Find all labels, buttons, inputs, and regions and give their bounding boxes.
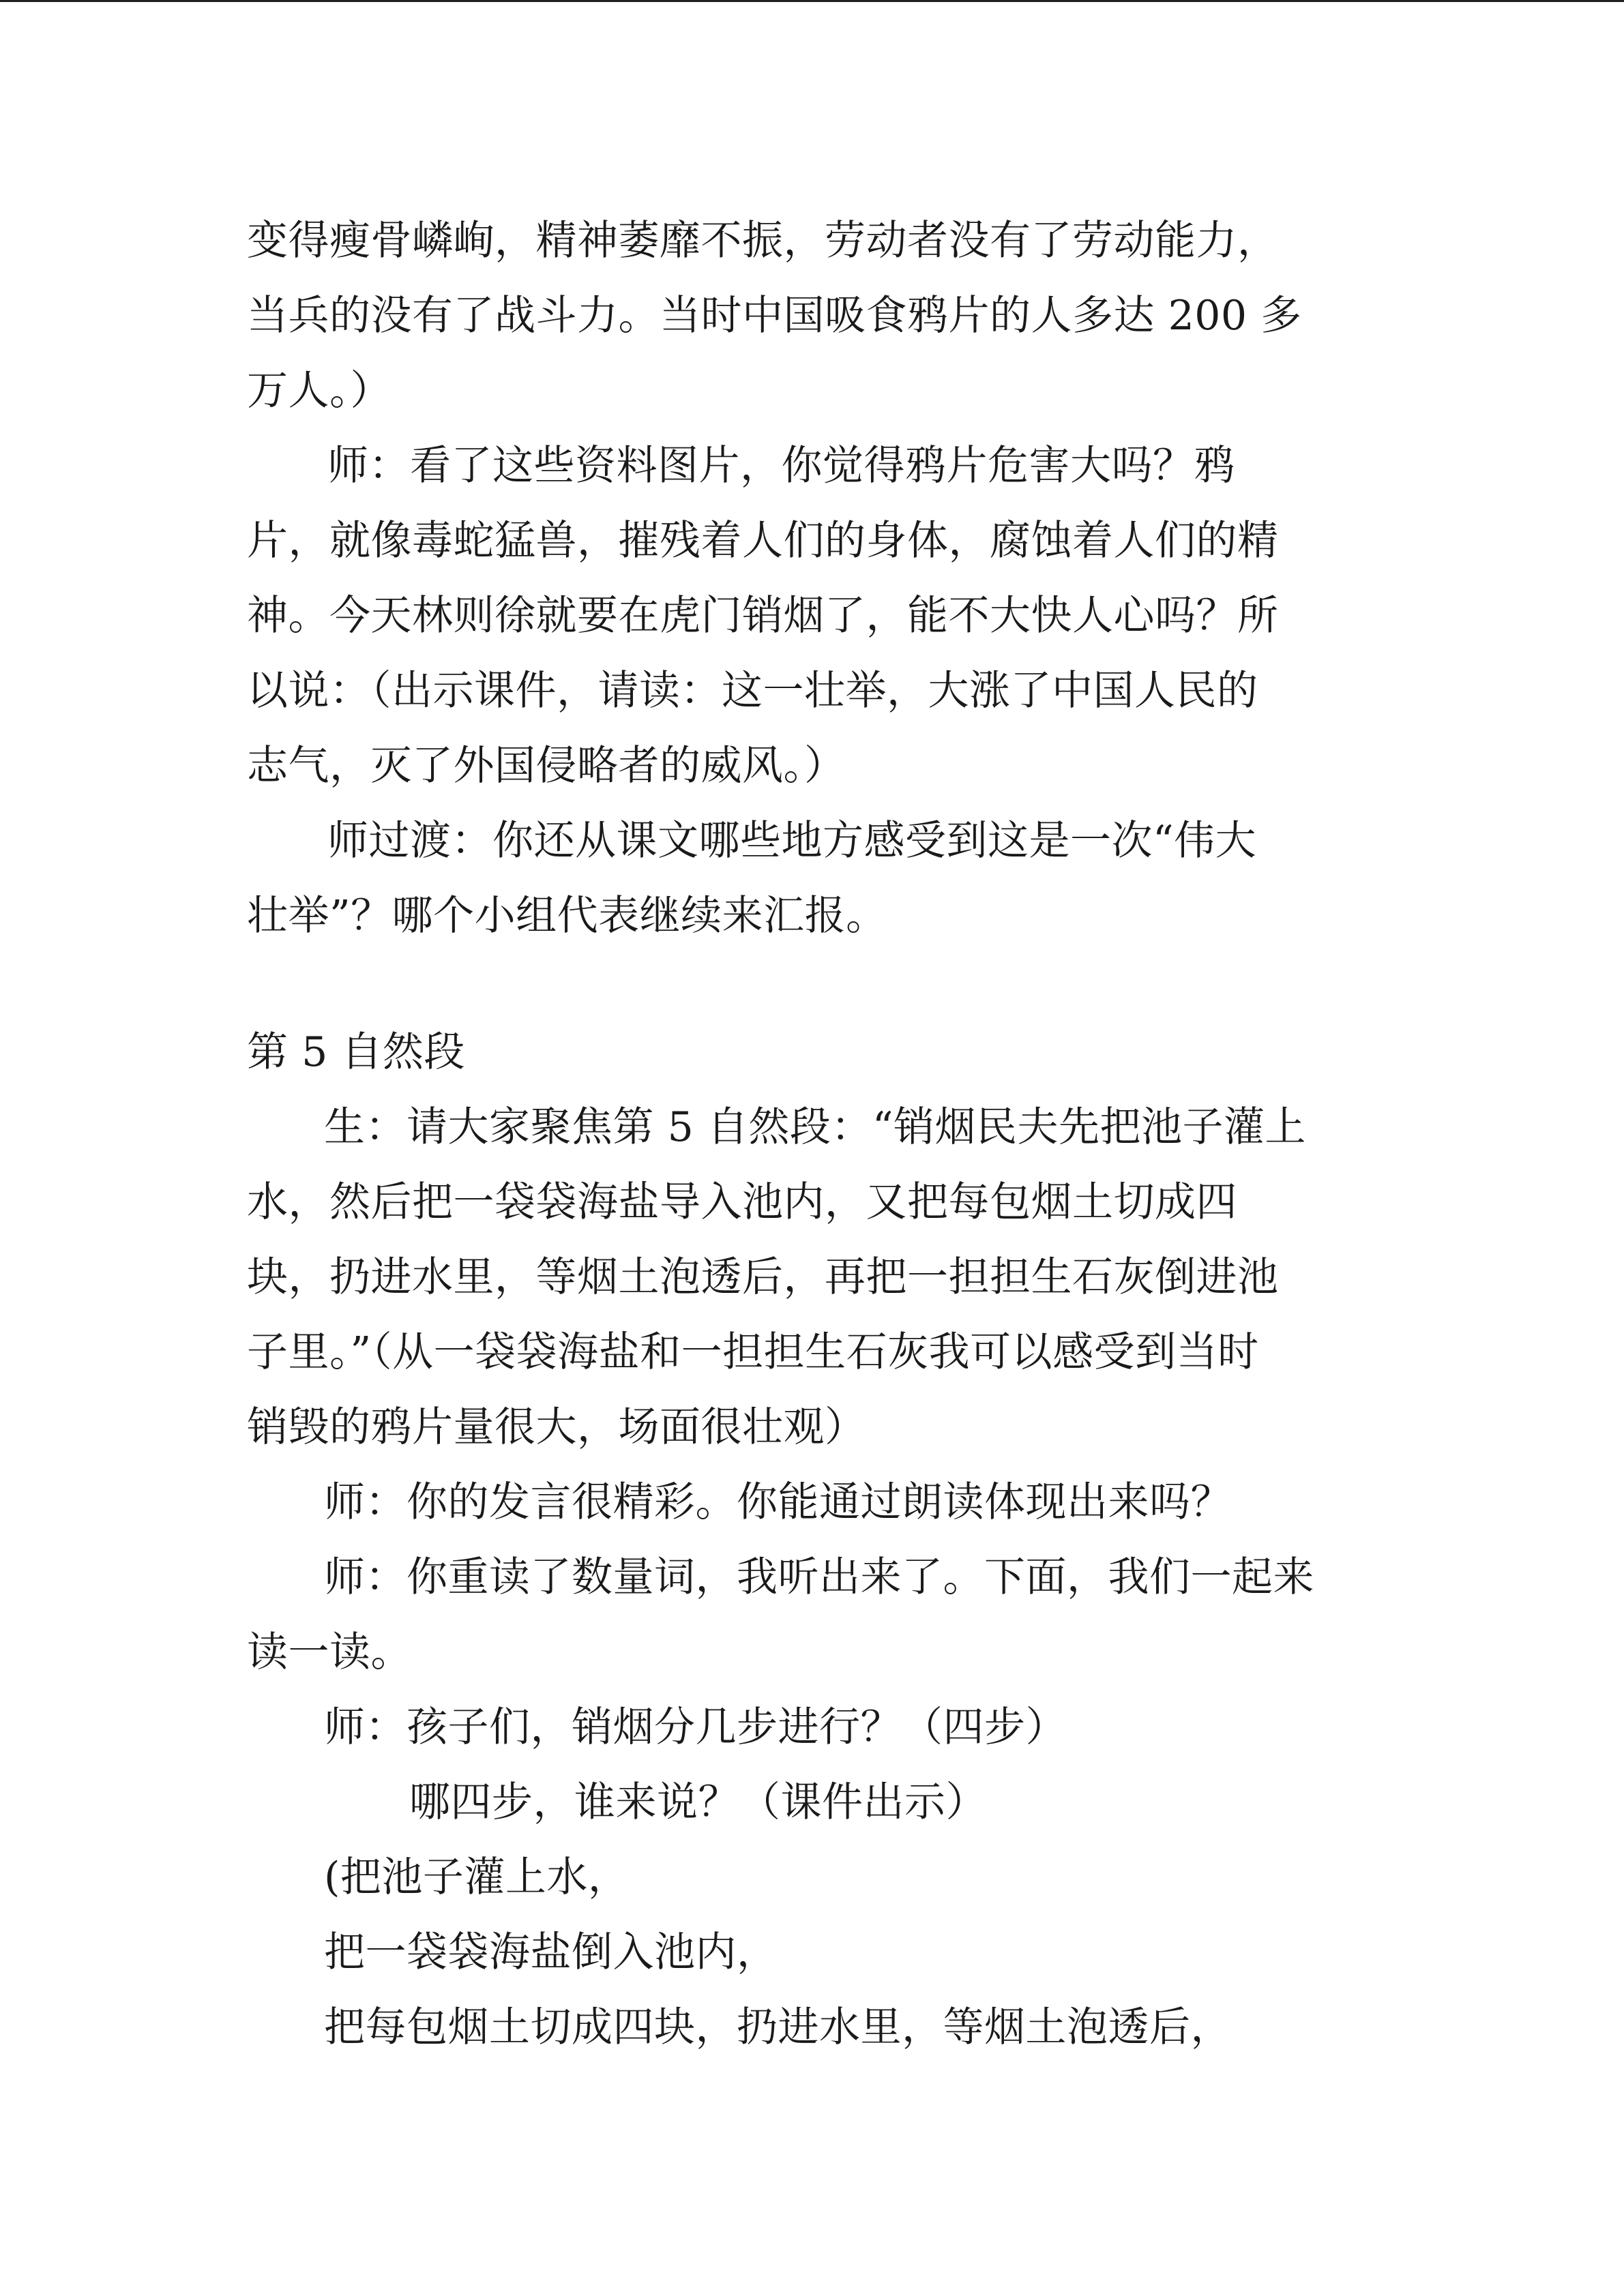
- text-line-18: 师：你重读了数量词，我听出来了。下面，我们一起来: [324, 1553, 1314, 1601]
- text-line-24: 把每包烟土切成四块，扔进水里，等烟土泡透后，: [324, 2003, 1232, 2051]
- text-line-14: 块，扔进水里，等烟土泡透后，再把一担担生石灰倒进池: [247, 1253, 1279, 1301]
- text-line-1: 变得瘦骨嶙峋，精神萎靡不振，劳动者没有了劳动能力，: [247, 217, 1279, 265]
- text-line-21: 哪四步，谁来说？（课件出示）: [409, 1778, 987, 1826]
- text-line-19: 读一读。: [247, 1628, 412, 1676]
- text-line-7: 以说：（出示课件，请读：这一壮举，大涨了中国人民的: [247, 667, 1258, 715]
- section-heading: 第 5 自然段: [247, 1028, 465, 1076]
- text-line-16: 销毁的鸦片量很大，场面很壮观）: [247, 1403, 866, 1451]
- text-line-10: 壮举”？哪个小组代表继续来汇报。: [247, 892, 887, 940]
- text-line-15: 子里。”（从一袋袋海盐和一担担生石灰我可以感受到当时: [247, 1328, 1259, 1376]
- text-line-5: 片，就像毒蛇猛兽，摧残着人们的身体，腐蚀着人们的精: [247, 517, 1279, 565]
- text-line-6: 神。今天林则徐就要在虎门销烟了，能不大快人心吗？所: [247, 592, 1279, 640]
- text-line-3: 万人。）: [247, 367, 392, 415]
- text-line-12: 生：请大家聚焦第 5 自然段：“销烟民夫先把池子灌上: [324, 1103, 1306, 1151]
- text-line-22: (把池子灌上水，: [324, 1853, 630, 1901]
- text-line-23: 把一袋袋海盐倒入池内，: [324, 1928, 778, 1976]
- text-line-13: 水，然后把一袋袋海盐导入池内，又把每包烟土切成四: [247, 1178, 1237, 1226]
- text-line-17: 师：你的发言很精彩。你能通过朗读体现出来吗？: [324, 1478, 1232, 1526]
- text-line-4: 师：看了这些资料图片，你觉得鸦片危害大吗？鸦: [327, 442, 1235, 490]
- text-line-9: 师过渡：你还从课文哪些地方感受到这是一次“伟大: [327, 817, 1257, 865]
- text-line-2: 当兵的没有了战斗力。当时中国吸食鸦片的人多达 200 多: [247, 292, 1302, 340]
- page-top-border: [0, 0, 1624, 2]
- text-line-20: 师：孩子们，销烟分几步进行？（四步）: [324, 1703, 1067, 1751]
- text-line-8: 志气，灭了外国侵略者的威风。）: [247, 742, 846, 790]
